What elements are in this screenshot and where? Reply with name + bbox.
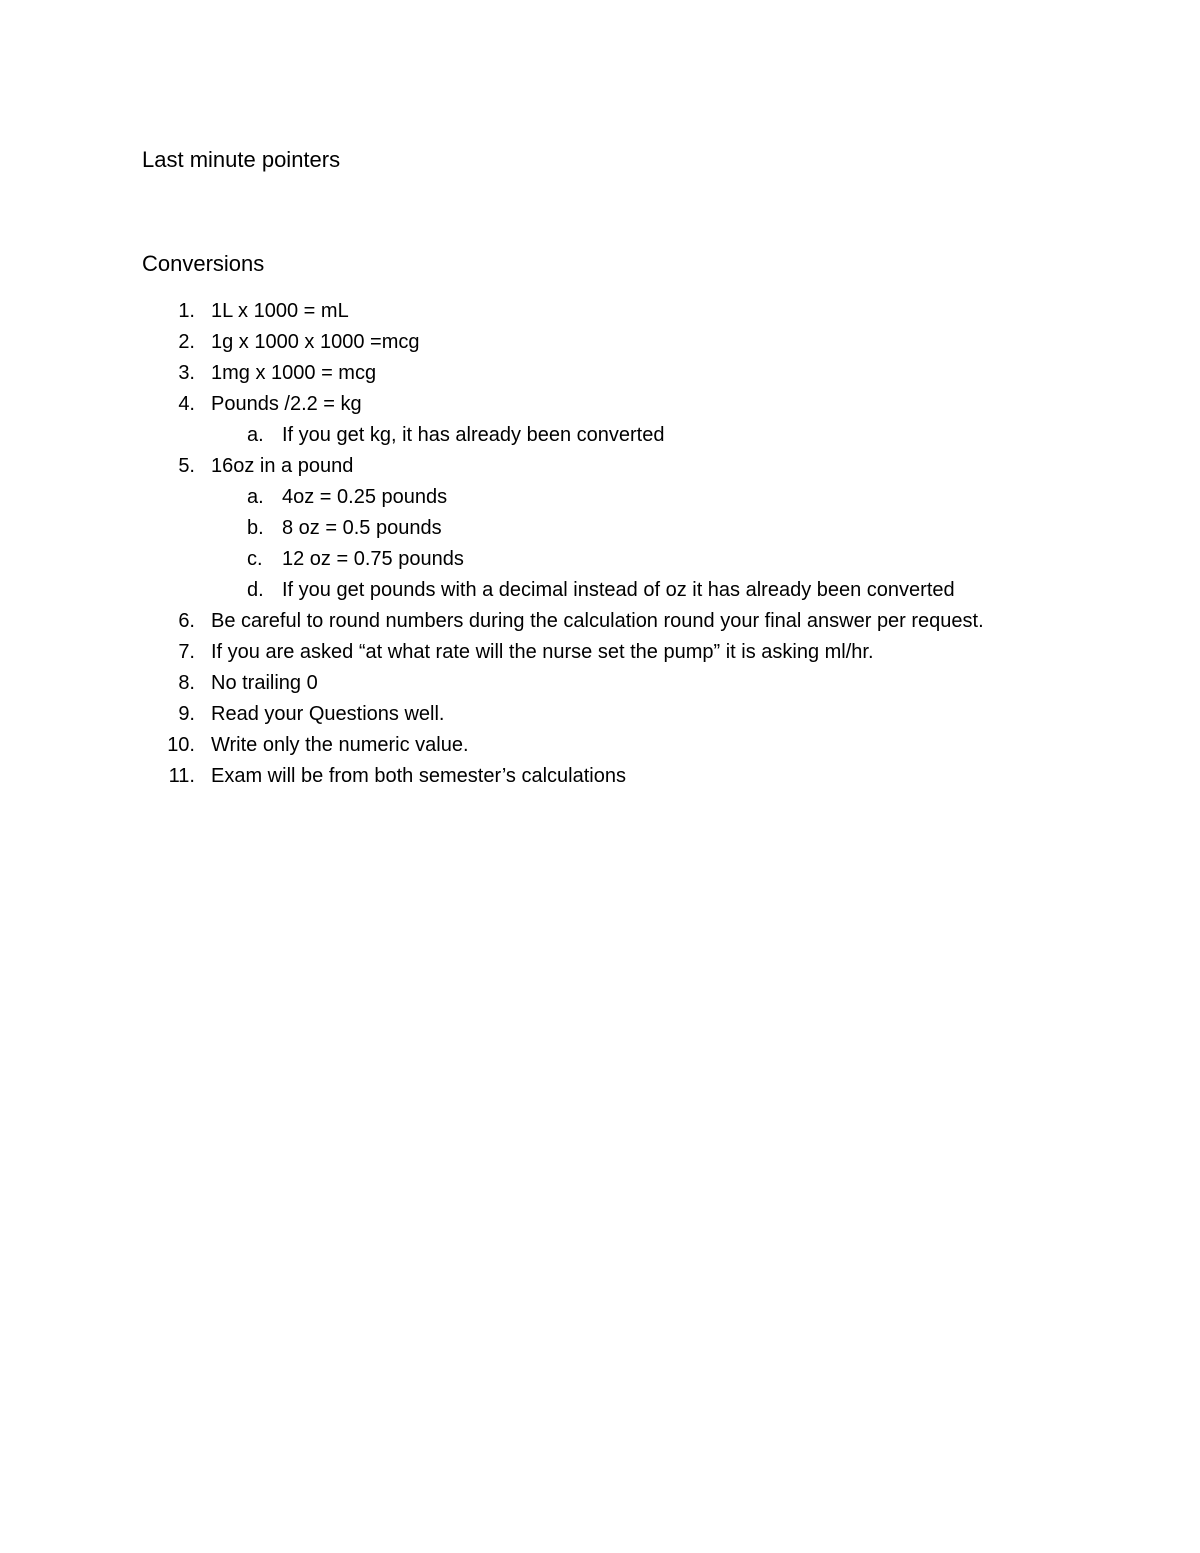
list-item-text: Read your Questions well. (211, 703, 445, 725)
list-item (0, 296, 1200, 327)
section-heading: Conversions (142, 251, 265, 276)
list-subitem-letter: a. (247, 424, 264, 446)
list-item (0, 451, 1200, 482)
document-title: Last minute pointers (142, 147, 341, 172)
list-item (0, 761, 1200, 792)
list-subitem-text: 12 oz = 0.75 pounds (282, 548, 464, 570)
list-item (0, 730, 1200, 761)
list-item-number: 1. (178, 300, 195, 322)
list-item-text: Pounds /2.2 = kg (211, 393, 362, 415)
list-item (0, 668, 1200, 699)
list-item-number: 3. (178, 362, 195, 384)
list-subitem-letter: b. (247, 517, 264, 539)
list-item-number: 2. (178, 331, 195, 353)
list-subitem-text: If you get kg, it has already been converted (282, 424, 665, 446)
list-item (0, 358, 1200, 389)
list-item-text: Write only the numeric value. (211, 734, 469, 756)
list-item (0, 637, 1200, 668)
list-item-text: Exam will be from both semester’s calculations (211, 765, 626, 787)
list-subitem (0, 420, 1200, 451)
list-item (0, 606, 1200, 637)
list-subitem (0, 575, 1200, 606)
list-item-number: 4. (178, 393, 195, 415)
list-subitem-letter: c. (247, 548, 263, 570)
list-subitem (0, 482, 1200, 513)
list-item-text: If you are asked “at what rate will the nurse set the pump” it is asking ml/hr. (211, 641, 874, 663)
list-item-text: Be careful to round numbers during the calculation round your final answer per request. (211, 610, 984, 632)
list-item-text: 1g x 1000 x 1000 =mcg (211, 331, 420, 353)
list-subitem-letter: a. (247, 486, 264, 508)
list-item-text: 16oz in a pound (211, 455, 354, 477)
list-subitem-text: 4oz = 0.25 pounds (282, 486, 448, 508)
list-subitem-text: 8 oz = 0.5 pounds (282, 517, 442, 539)
list-item-number: 5. (178, 455, 195, 477)
list-subitem (0, 513, 1200, 544)
list-item-text: No trailing 0 (211, 672, 318, 694)
list-item (0, 699, 1200, 730)
list-item-number: 6. (178, 610, 195, 632)
list-item (0, 389, 1200, 420)
list-item-number: 9. (178, 703, 195, 725)
list-item-number: 11. (168, 765, 195, 787)
list-item-text: 1L x 1000 = mL (211, 300, 349, 322)
list-subitem (0, 544, 1200, 575)
list-item-number: 8. (178, 672, 195, 694)
list-item (0, 327, 1200, 358)
list-item-text: 1mg x 1000 = mcg (211, 362, 377, 384)
list-item-number: 7. (178, 641, 195, 663)
list-subitem-letter: d. (247, 579, 264, 601)
list-item-number: 10. (167, 734, 195, 756)
list-subitem-text: If you get pounds with a decimal instead of oz it has already been converted (282, 579, 955, 601)
